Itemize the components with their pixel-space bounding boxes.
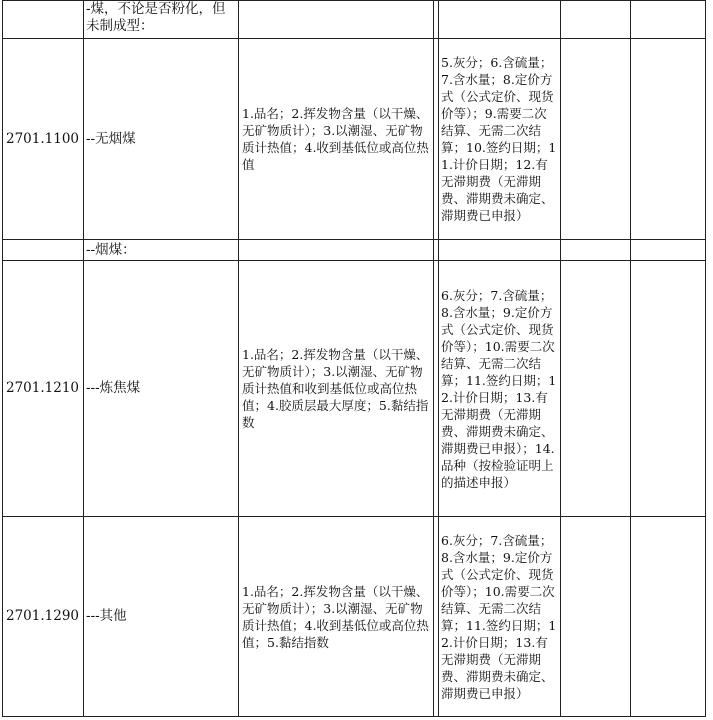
declaration-elements-cell: 1.品名；2.挥发物含量（以干燥、无矿物质计）；3.以潮湿、无矿物质计热值和收到基低位或高位热值；4.胶质层最大厚度；5.黏结指数 — [239, 261, 434, 517]
hs-code-cell: 2701.1210 — [3, 261, 84, 517]
hs-code-cell — [3, 1, 84, 39]
empty-cell — [561, 39, 631, 240]
table-row — [3, 240, 706, 261]
additional-elements-cell: 6.灰分；7.含硫量；8.含水量；9.定价方式（公式定价、现货价等）；10.需要二次结算、无需二次结算；11.签约日期；12.计价日期；13.有无滞期费（无滞期费、滞期费未确定、滞期费已申报） — [439, 517, 561, 717]
empty-cell — [561, 517, 631, 717]
empty-cell — [631, 39, 706, 240]
hs-code-cell — [3, 240, 84, 261]
declaration-elements-cell — [239, 1, 434, 39]
declaration-elements-cell: 1.品名；2.挥发物含量（以干燥、无矿物质计）；3.以潮湿、无矿物质计热值；4.收到基低位或高位热值；5.黏结指数 — [239, 517, 434, 717]
commodity-name-cell: --烟煤： — [84, 240, 239, 261]
table-row — [3, 39, 706, 240]
commodity-name-cell: ---其他 — [84, 517, 239, 717]
commodity-name-cell: --无烟煤 — [84, 39, 239, 240]
hs-code-cell: 2701.1100 — [3, 39, 84, 240]
commodity-name-cell: -煤，不论是否粉化，但未制成型： — [84, 1, 239, 39]
additional-elements-cell — [439, 1, 561, 39]
additional-elements-cell — [439, 240, 561, 261]
empty-cell — [631, 1, 706, 39]
declaration-elements-cell — [239, 240, 434, 261]
table-row — [3, 1, 706, 39]
declaration-elements-cell: 1.品名；2.挥发物含量（以干燥、无矿物质计）；3.以潮湿、无矿物质计热值；4.收到基低位或高位热值 — [239, 39, 434, 240]
customs-declaration-table — [2, 0, 706, 717]
additional-elements-cell: 5.灰分；6.含硫量；7.含水量；8.定价方式（公式定价、现货价等）；9.需要二次结算、无需二次结算；10.签约日期；11.计价日期；12.有无滞期费（无滞期费、滞期费未确定、滞期费已申报） — [439, 39, 561, 240]
table-row — [3, 517, 706, 717]
empty-cell — [561, 261, 631, 517]
hs-code-cell: 2701.1290 — [3, 517, 84, 717]
empty-cell — [631, 517, 706, 717]
additional-elements-cell: 6.灰分；7.含硫量；8.含水量；9.定价方式（公式定价、现货价等）；10.需要二次结算、无需二次结算；11.签约日期；12.计价日期；13.有无滞期费（无滞期费、滞期费未确定、滞期费已申报）；14.品种（按检验证明上的描述申报） — [439, 261, 561, 517]
empty-cell — [631, 261, 706, 517]
empty-cell — [561, 1, 631, 39]
empty-cell — [561, 240, 631, 261]
table-row — [3, 261, 706, 517]
commodity-name-cell: ---炼焦煤 — [84, 261, 239, 517]
empty-cell — [631, 240, 706, 261]
